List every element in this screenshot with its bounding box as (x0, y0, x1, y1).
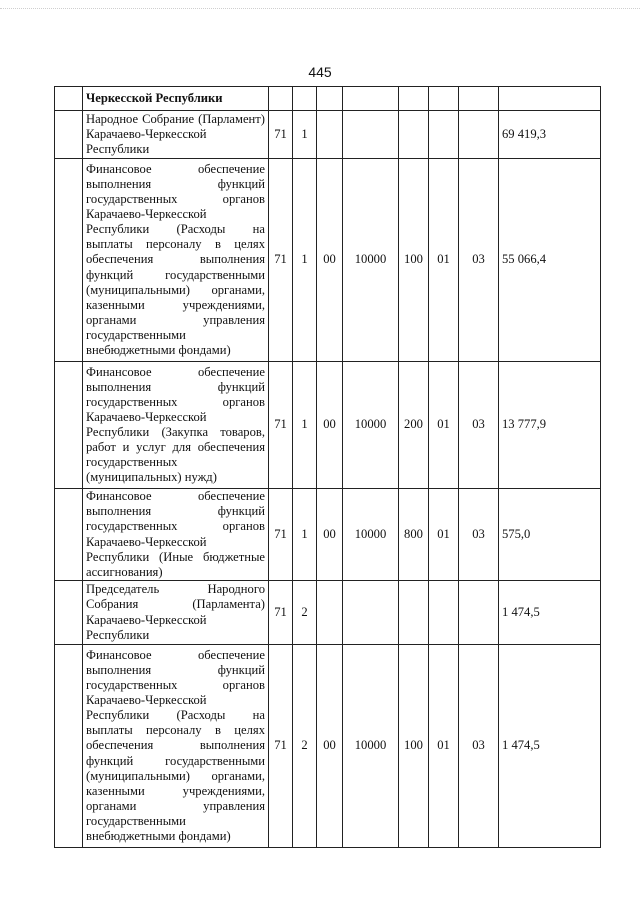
group-code: 03 (459, 489, 499, 581)
group-code (459, 87, 499, 111)
group-code: 03 (459, 645, 499, 848)
admin-code: 71 (269, 645, 293, 848)
target-code: 800 (399, 489, 429, 581)
subsection-code (317, 87, 343, 111)
subsection-code: 00 (317, 489, 343, 581)
expense-type (429, 87, 459, 111)
table-row (55, 581, 601, 645)
program-code: 10000 (343, 645, 399, 848)
row-name: Финансовое обеспечение выполнения функций государственных органов Карачаево-Черкесской Республики (Иные бюджетные ассигнования) (83, 489, 269, 581)
row-index-cell (55, 87, 83, 111)
expense-type: 01 (429, 362, 459, 489)
group-code (459, 581, 499, 645)
target-code (399, 581, 429, 645)
subsection-code (317, 581, 343, 645)
subsection-code: 00 (317, 159, 343, 362)
budget-table (54, 86, 601, 848)
row-index-cell (55, 111, 83, 159)
row-name: Председатель Народного Собрания (Парламента) Карачаево-Черкесской Республики (83, 581, 269, 645)
amount: 575,0 (499, 489, 601, 581)
page-number: 445 (308, 64, 332, 80)
target-code: 200 (399, 362, 429, 489)
expense-type (429, 111, 459, 159)
expense-type (429, 581, 459, 645)
section-code: 1 (293, 159, 317, 362)
row-name: Народное Собрание (Парламент) Карачаево-Черкесской Республики (83, 111, 269, 159)
target-code: 100 (399, 159, 429, 362)
admin-code: 71 (269, 581, 293, 645)
table-row (55, 489, 601, 581)
expense-type: 01 (429, 489, 459, 581)
subsection-code: 00 (317, 362, 343, 489)
row-index-cell (55, 489, 83, 581)
group-code (459, 111, 499, 159)
subsection-code: 00 (317, 645, 343, 848)
table-row (55, 362, 601, 489)
table-row (55, 111, 601, 159)
section-code: 1 (293, 489, 317, 581)
amount: 1 474,5 (499, 581, 601, 645)
amount: 1 474,5 (499, 645, 601, 848)
program-code (343, 581, 399, 645)
target-code (399, 87, 429, 111)
program-code: 10000 (343, 362, 399, 489)
admin-code (269, 87, 293, 111)
section-code: 2 (293, 581, 317, 645)
subsection-code (317, 111, 343, 159)
table-row (55, 159, 601, 362)
table-row (55, 645, 601, 848)
admin-code: 71 (269, 362, 293, 489)
scan-artifact-dots (0, 8, 640, 13)
group-code: 03 (459, 362, 499, 489)
expense-type: 01 (429, 645, 459, 848)
row-index-cell (55, 159, 83, 362)
row-name: Черкесской Республики (83, 87, 269, 111)
admin-code: 71 (269, 489, 293, 581)
table-row (55, 87, 601, 111)
row-index-cell (55, 581, 83, 645)
group-code: 03 (459, 159, 499, 362)
admin-code: 71 (269, 159, 293, 362)
row-index-cell (55, 362, 83, 489)
row-index-cell (55, 645, 83, 848)
row-name: Финансовое обеспечение выполнения функций государственных органов Карачаево-Черкесской Республики (Расходы на выплаты персоналу в целях обеспечения выполнения функций государственными (муниципальными) органами, казенными учреждениями, органами управления государственными внебюджетными фондами) (83, 645, 269, 848)
section-code: 1 (293, 362, 317, 489)
section-code: 2 (293, 645, 317, 848)
amount (499, 87, 601, 111)
admin-code: 71 (269, 111, 293, 159)
program-code: 10000 (343, 159, 399, 362)
section-code: 1 (293, 111, 317, 159)
program-code (343, 111, 399, 159)
amount: 69 419,3 (499, 111, 601, 159)
target-code: 100 (399, 645, 429, 848)
amount: 55 066,4 (499, 159, 601, 362)
amount: 13 777,9 (499, 362, 601, 489)
row-name: Финансовое обеспечение выполнения функций государственных органов Карачаево-Черкесской Республики (Закупка товаров, работ и услуг для обеспечения государственных (муниципальных) нужд) (83, 362, 269, 489)
program-code: 10000 (343, 489, 399, 581)
row-name: Финансовое обеспечение выполнения функций государственных органов Карачаево-Черкесской Республики (Расходы на выплаты персоналу в целях обеспечения выполнения функций государственными (муниципальными) органами, казенными учреждениями, органами управления государственными внебюджетными фондами) (83, 159, 269, 362)
expense-type: 01 (429, 159, 459, 362)
program-code (343, 87, 399, 111)
section-code (293, 87, 317, 111)
target-code (399, 111, 429, 159)
